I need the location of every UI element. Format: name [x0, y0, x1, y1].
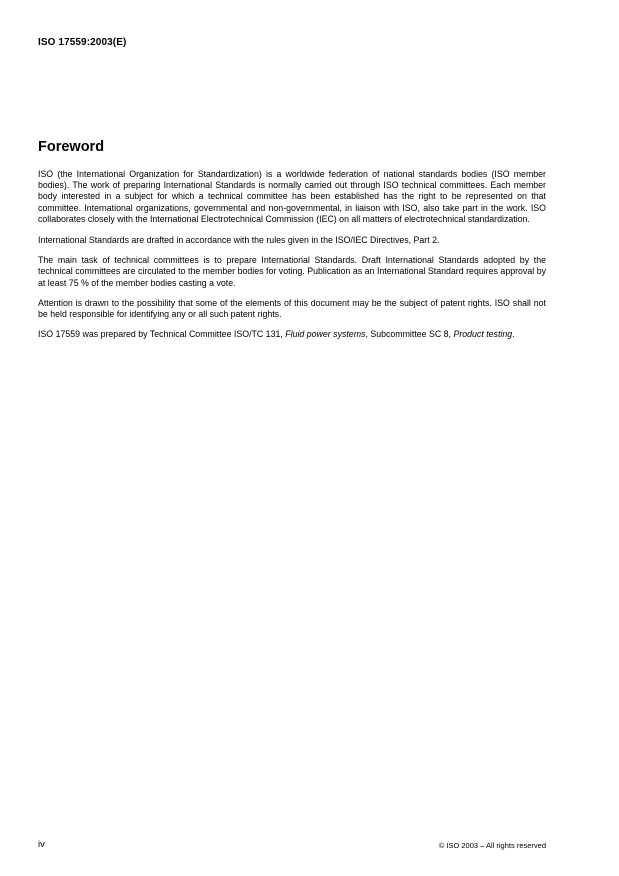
paragraph-preparation [38, 329, 546, 340]
copyright-notice: © ISO 2003 – All rights reserved [438, 841, 546, 850]
paragraph-technical-committees: The main task of technical committees is to prepare International Standards. Draft International Standards adopted by the technical committees are circulated to the member bodies for voting. Publication as an International Standard requires approval by at least 75 % of the member bodies casting a vote. [38, 255, 546, 288]
preparation-text-2: , Subcommittee SC 8, [365, 329, 454, 340]
subcommittee-name: Product testing [453, 329, 513, 340]
committee-name: Fluid power systems [285, 329, 366, 340]
foreword-body [38, 169, 546, 349]
paragraph-patent-rights: Attention is drawn to the possibility that some of the elements of this document may be the subject of patent rights. ISO shall not be held responsible for identifying any or all such patent rights. [38, 297, 546, 320]
paragraph-organization: ISO (the International Organization for Standardization) is a worldwide federation of national standards bodies (ISO member bodies). The work of preparing International Standards is normally carried out through ISO technical committees. Each member body interested in a subject for which a technical committee has been established has the right to be represented on that committee. International organizations, governmental and non-governmental, in liaison with ISO, also take part in the work. ISO collaborates closely with the International Electrotechnical Commission (IEC) on all matters of electrotechnical standardization. [38, 169, 546, 224]
section-title: Foreword [38, 139, 105, 155]
page-number: iv [38, 839, 45, 850]
preparation-text-1: ISO 17559 was prepared by Technical Committee ISO/TC 131, [38, 329, 286, 340]
paragraph-directives: International Standards are drafted in accordance with the rules given in the ISO/IEC Directives, Part 2. [38, 235, 440, 246]
preparation-text-3: . [512, 329, 515, 340]
document-id-header: ISO 17559:2003(E) [38, 37, 127, 48]
